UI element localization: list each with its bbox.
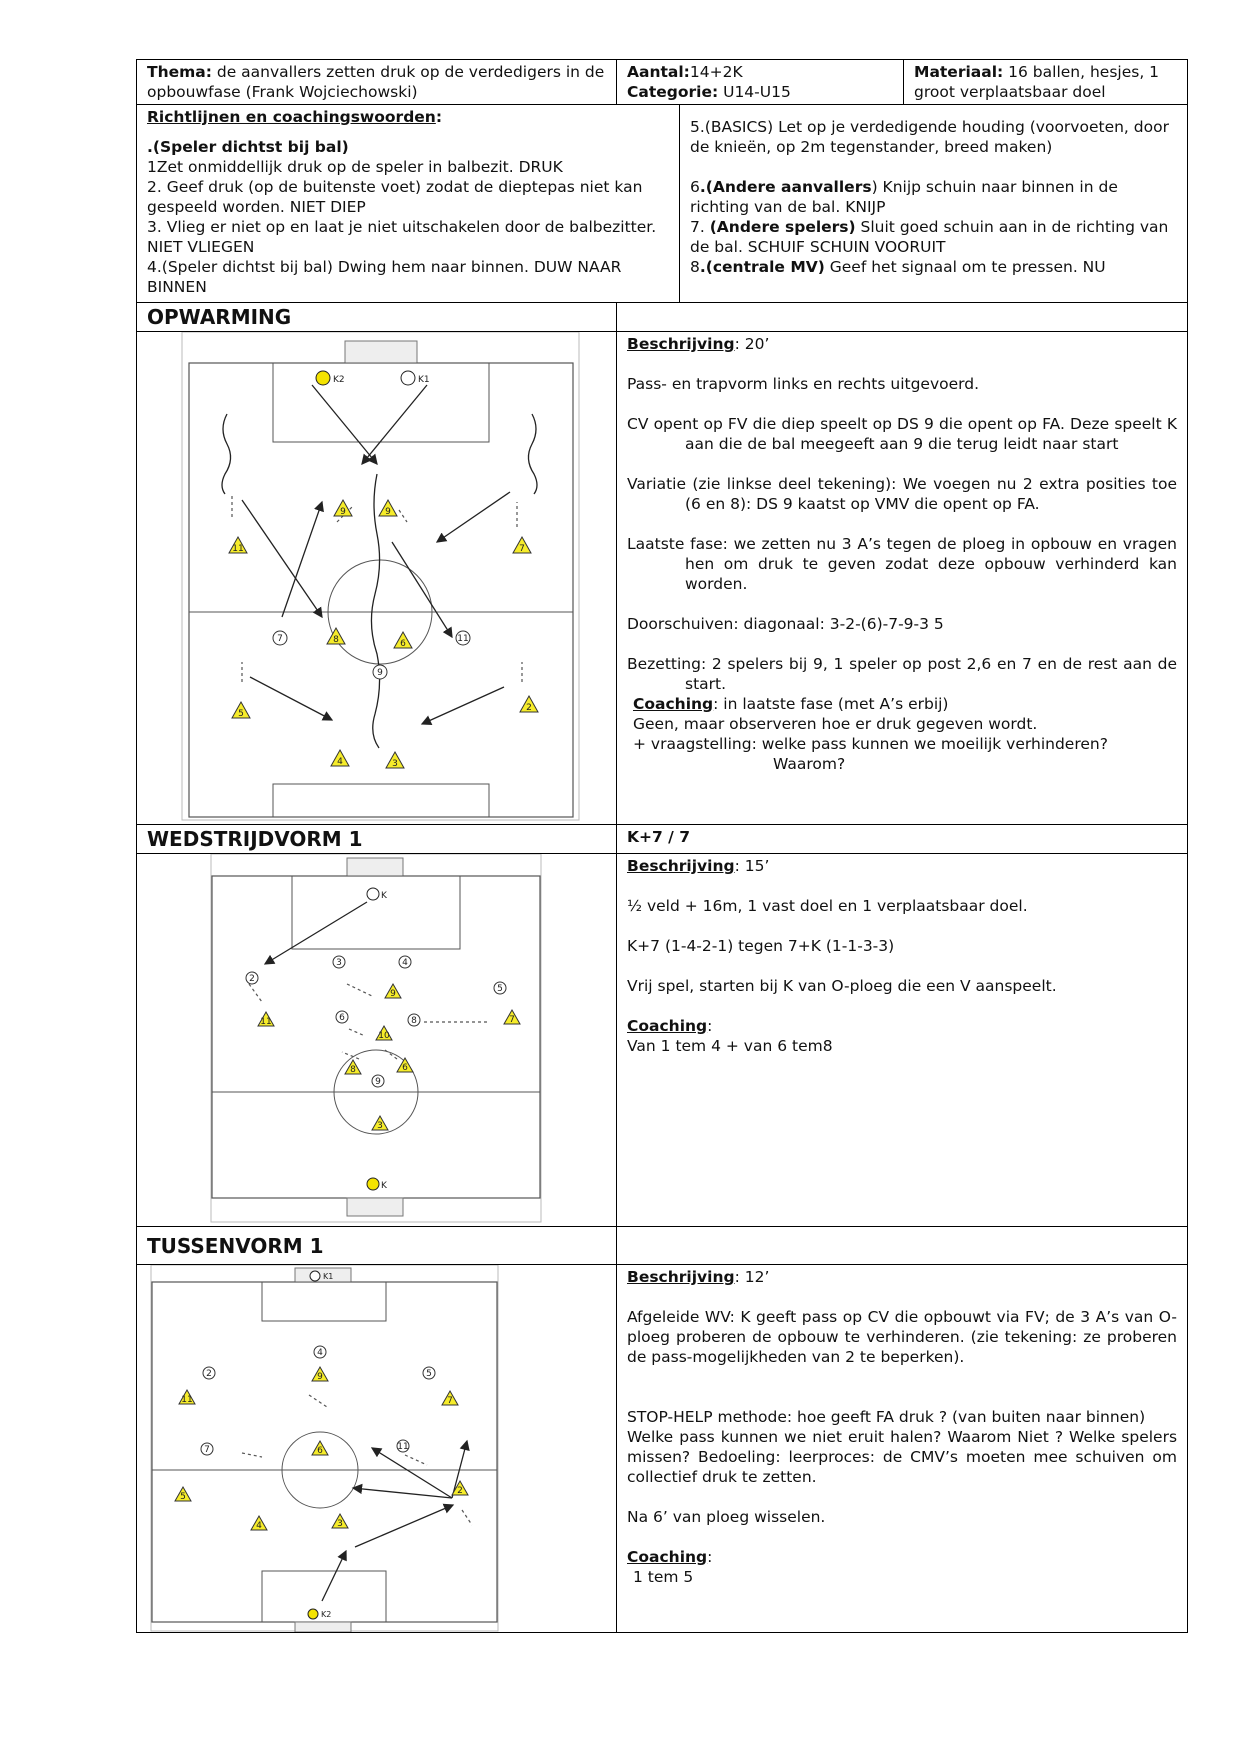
opwarming-c2: + vraagstelling: welke pass kunnen we moeilijk verhinderen? (633, 735, 1108, 753)
svg-text:3: 3 (336, 958, 342, 968)
thema-text: de aanvallers zetten druk op de verdedigers in de opbouwfase (Frank Wojciechowski) (147, 63, 605, 101)
item6-num: 6 (690, 178, 700, 196)
svg-text:K: K (381, 1181, 387, 1191)
svg-text:11: 11 (181, 1395, 193, 1405)
svg-text:9: 9 (385, 507, 391, 517)
goal-bottom (295, 1622, 351, 1632)
penalty-box-bottom (273, 784, 489, 817)
opwarming-p5: Doorschuiven: diagonaal: 3-2-(6)-7-9-3 5 (627, 615, 944, 633)
goal-top (347, 858, 403, 876)
svg-text:11: 11 (232, 544, 244, 554)
tussenvorm-drawing-cell (137, 1265, 617, 1633)
svg-text:9: 9 (377, 668, 383, 678)
svg-text:6: 6 (400, 639, 406, 649)
opwarming-p6: Bezetting: 2 spelers bij 9, 1 speler op post 2,6 en 7 en de rest aan de start. (627, 655, 1178, 693)
guidelines-title-colon: : (435, 108, 443, 126)
pitch-outline (189, 363, 573, 817)
opwarming-description (617, 332, 1188, 825)
wedstrijdvorm-beschrijving-value: : 15’ (734, 857, 770, 875)
svg-text:2: 2 (206, 1369, 212, 1379)
tussenvorm-coaching-label: Coaching (627, 1548, 708, 1566)
svg-text:9: 9 (390, 989, 396, 999)
svg-text:3: 3 (392, 759, 398, 769)
tussenvorm-p1: Afgeleide WV: K geeft pass op CV die opbouwt via FV; de 3 A’s van O-ploeg proberen de opbouw te verhinderen. (zie tekening: ze proberen de pass-mogelijkheden van 2 te beperken). (627, 1308, 1178, 1366)
goal-bottom (347, 1198, 403, 1216)
item6-bold: .(Andere aanvallers (699, 178, 872, 196)
opwarming-p4: Laatste fase: we zetten nu 3 A’s tegen de ploeg in opbouw en vragen hen om druk te geven zodat deze opbouw verhinderd kan worden. (627, 535, 1178, 593)
wedstrijdvorm-p2: K+7 (1-4-2-1) tegen 7+K (1-1-3-3) (627, 937, 895, 955)
opwarming-pitch-diagram (137, 332, 616, 824)
opwarming-title-row (137, 303, 1188, 332)
categorie-label: Categorie: (627, 83, 719, 101)
guideline-item-6 (690, 177, 1177, 217)
wedstrijdvorm-pitch-diagram (137, 854, 616, 1226)
wedstrijdvorm-title: WEDSTRIJDVORM 1 (137, 825, 617, 854)
pitch-frame (182, 332, 579, 820)
svg-text:6: 6 (317, 1446, 323, 1456)
svg-text:5: 5 (238, 709, 244, 719)
pitch-outline (212, 876, 540, 1198)
wedstrijdvorm-beschrijving-label: Beschrijving (627, 857, 735, 875)
svg-text:5: 5 (180, 1492, 186, 1502)
wedstrijdvorm-coaching-value: : (707, 1017, 713, 1035)
training-sheet (136, 59, 1187, 1633)
svg-text:7: 7 (204, 1445, 210, 1455)
svg-text:5: 5 (426, 1369, 432, 1379)
tussenvorm-title-empty (617, 1227, 1188, 1265)
materiaal-label: Materiaal: (914, 63, 1004, 81)
svg-text:3: 3 (337, 1519, 343, 1529)
wedstrijdvorm-format: K+7 / 7 (617, 825, 1188, 854)
svg-text:4: 4 (317, 1348, 323, 1358)
svg-text:9: 9 (340, 507, 346, 517)
goal-top (345, 341, 417, 363)
svg-text:2: 2 (526, 703, 532, 713)
opwarming-title: OPWARMING (137, 303, 617, 332)
opwarming-beschrijving-value: : 20’ (734, 335, 770, 353)
thema-cell (137, 60, 617, 105)
tussenvorm-beschrijving-label: Beschrijving (627, 1268, 735, 1286)
aantal-label: Aantal: (627, 63, 690, 81)
svg-text:7: 7 (519, 544, 525, 554)
guideline-item-4: 4.(Speler dichtst bij bal) Dwing hem naar binnen. DUW NAAR BINNEN (147, 258, 622, 296)
svg-text:8: 8 (411, 1016, 417, 1026)
tussenvorm-beschrijving-value: : 12’ (734, 1268, 770, 1286)
guideline-item-2: 2. Geef druk (op de buitenste voet) zodat de dieptepas niet kan gespeeld worden. NIET DIEP (147, 178, 643, 216)
opwarming-beschrijving-label: Beschrijving (627, 335, 735, 353)
opwarming-p1: Pass- en trapvorm links en rechts uitgevoerd. (627, 375, 980, 393)
svg-text:7: 7 (277, 634, 283, 644)
item8-bold: .(centrale MV) (699, 258, 825, 276)
svg-text:5: 5 (497, 984, 503, 994)
svg-text:6: 6 (402, 1063, 408, 1073)
svg-text:6: 6 (339, 1013, 345, 1023)
svg-text:7: 7 (447, 1396, 453, 1406)
wedstrijdvorm-p3: Vrij spel, starten bij K van O-ploeg die een V aanspeelt. (627, 977, 1057, 995)
svg-text:K2: K2 (333, 375, 345, 385)
svg-text:K2: K2 (321, 1610, 332, 1619)
tussenvorm-description (617, 1265, 1188, 1633)
wedstrijdvorm-description (617, 854, 1188, 1227)
item7-num: 7. (690, 218, 710, 236)
svg-text:4: 4 (256, 1521, 262, 1531)
tussenvorm-pitch-diagram (137, 1265, 616, 1632)
guideline-item-8 (690, 257, 1177, 277)
svg-text:10: 10 (378, 1031, 390, 1041)
penalty-box-top (273, 363, 489, 442)
svg-text:11: 11 (457, 634, 469, 644)
svg-text:K1: K1 (418, 375, 430, 385)
opwarming-c1: Geen, maar observeren hoe er druk gegeven wordt. (633, 715, 1038, 733)
svg-text:4: 4 (337, 757, 343, 767)
materiaal-value: 16 ballen, hesjes, 1 groot verplaatsbaar doel (914, 63, 1160, 101)
penalty-box-top (262, 1282, 386, 1321)
guidelines-title: Richtlijnen en coachingswoorden (147, 108, 436, 126)
opwarming-c3: Waarom? (773, 755, 846, 773)
svg-text:9: 9 (317, 1372, 323, 1382)
tussenvorm-c1: 1 tem 5 (633, 1568, 694, 1586)
penalty-box-top (292, 876, 460, 949)
guidelines-left (137, 105, 680, 303)
tussenvorm-title-row (137, 1227, 1188, 1265)
opwarming-coaching-label: Coaching (633, 695, 714, 713)
guideline-heading: .(Speler dichtst bij bal) (147, 138, 349, 156)
tussenvorm-coaching-value: : (707, 1548, 713, 1566)
wedstrijdvorm-c1: Van 1 tem 4 + van 6 tem8 (627, 1037, 833, 1055)
item7-text: Sluit goed schuin aan in de richting van de bal. SCHUIF SCHUIN VOORUIT (690, 218, 1169, 256)
svg-text:2: 2 (249, 974, 255, 984)
aantal-value: 14+2K (689, 63, 743, 81)
svg-text:8: 8 (350, 1065, 356, 1075)
guidelines-row (137, 105, 1188, 303)
tussenvorm-p3: Na 6’ van ploeg wisselen. (627, 1508, 826, 1526)
opwarming-drawing-cell (137, 332, 617, 825)
item8-text: Geef het signaal om te pressen. NU (824, 258, 1106, 276)
item6-text: ) Knijp schuin naar binnen in de richting van de bal. KNIJP (690, 178, 1118, 216)
opwarming-p3: Variatie (zie linkse deel tekening): We voegen nu 2 extra posities toe (6 en 8): DS 9 kaatst op VMV die opent op FA. (627, 475, 1178, 513)
wedstrijdvorm-drawing-cell (137, 854, 617, 1227)
tussenvorm-p2b: Welke pass kunnen we niet eruit halen? Waarom Niet ? Welke spelers missen? Bedoeling: leerproces: de CMV’s moeten mee schuiven om collectief druk te zetten. (627, 1428, 1178, 1486)
pitch-frame (211, 854, 541, 1222)
training-table (136, 59, 1188, 1633)
tussenvorm-title: TUSSENVORM 1 (137, 1227, 617, 1265)
item7-bold: (Andere spelers) (709, 218, 856, 236)
guidelines-right (680, 105, 1188, 303)
svg-text:11: 11 (397, 1442, 409, 1452)
svg-text:3: 3 (377, 1121, 383, 1131)
categorie-value: U14-U15 (718, 83, 791, 101)
wedstrijdvorm-row (137, 854, 1188, 1227)
guideline-item-1: 1Zet onmiddellijk druk op de speler in balbezit. DRUK (147, 158, 563, 176)
guideline-item-3: 3. Vlieg er niet op en laat je niet uitschakelen door de balbezitter. NIET VLIEGEN (147, 218, 657, 256)
wedstrijdvorm-title-row (137, 825, 1188, 854)
opwarming-row (137, 332, 1188, 825)
svg-text:K1: K1 (323, 1272, 334, 1281)
materiaal-cell (904, 60, 1188, 105)
thema-label: Thema: (147, 63, 212, 81)
item8-num: 8 (690, 258, 700, 276)
svg-text:7: 7 (509, 1015, 515, 1025)
guideline-item-5: 5.(BASICS) Let op je verdedigende houding (voorvoeten, door de knieën, op 2m tegenstander, breed maken) (690, 118, 1169, 156)
svg-text:8: 8 (333, 635, 339, 645)
wedstrijdvorm-coaching-label: Coaching (627, 1017, 708, 1035)
wedstrijdvorm-p1: ½ veld + 16m, 1 vast doel en 1 verplaatsbaar doel. (627, 897, 1028, 915)
tussenvorm-row (137, 1265, 1188, 1633)
opwarming-title-empty (617, 303, 1188, 332)
svg-text:11: 11 (260, 1017, 272, 1027)
aantal-cell (617, 60, 904, 105)
tussenvorm-p2a: STOP-HELP methode: hoe geeft FA druk ? (van buiten naar binnen) (627, 1408, 1146, 1426)
opwarming-coaching-value: : in laatste fase (met A’s erbij) (713, 695, 949, 713)
svg-text:K: K (381, 891, 387, 901)
svg-text:2: 2 (457, 1486, 463, 1496)
svg-text:9: 9 (375, 1077, 381, 1087)
opwarming-p2: CV opent op FV die diep speelt op DS 9 die opent op FA. Deze speelt K aan die de bal meegeeft aan 9 die terug leidt naar start (627, 415, 1178, 453)
header-row (137, 60, 1188, 105)
svg-text:4: 4 (402, 958, 408, 968)
guideline-item-7 (690, 217, 1177, 257)
